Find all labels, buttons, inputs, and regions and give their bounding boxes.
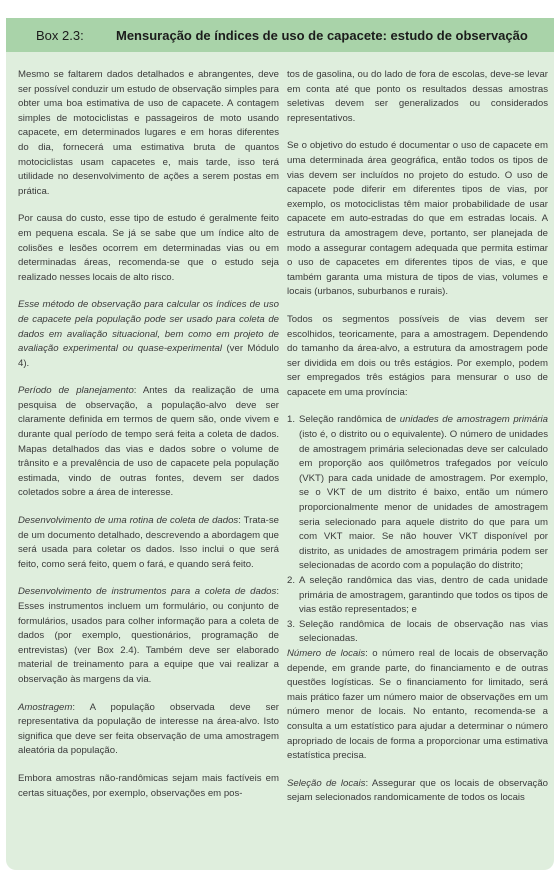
paragraph-text: (ver Módulo 4). bbox=[18, 343, 279, 369]
paragraph-text: Todos os segmentos possíveis de vias devem ser escolhidos, teoricamente, para a amostragem. Dependendo do tamanho da área-alvo, a estrutura da amostragem pode ser dividida em dois ou três estágios. Por exemplo, podem ser empregados três estágios para mensurar o uso de capacete em uma província: bbox=[287, 313, 548, 398]
list-item-text: Seleção randômica de locais de observação nas vias selecionadas. bbox=[299, 618, 548, 645]
list-text: (isto é, o distrito ou o equivalente). O número de unidades de amostragem primária selecionadas deve ser calculado em proporção aos quilômetros trafegados por veículo (VKT) para cada unidade de amostragem. Por exemplo, se o VKT de um distrito é baixo, então um número proporcionalmente menor de unidades de amostragem seria selecionado para aquele distrito do que para um com VKT maior. Se não houver VKT disponível por distrito, as unidades de amostragem primária podem ser selecionadas de acordo com a população do distrito; bbox=[299, 429, 548, 572]
list-number: 1. bbox=[287, 414, 296, 426]
paragraph bbox=[287, 313, 548, 401]
list-item bbox=[287, 574, 548, 618]
section-term: Seleção de locais bbox=[287, 777, 366, 789]
list-item-text bbox=[299, 413, 548, 574]
paragraph bbox=[287, 647, 548, 764]
list-text: Seleção randômica de bbox=[299, 414, 400, 426]
paragraph-text: Mesmo se faltarem dados detalhados e abrangentes, deve ser possível conduzir um estudo de observação simples para obter uma boa estimativa de uso de capacete. A contagem simples de motociclistas e passageiros de moto usando capacete, em determinados lugares e em horas diferentes do dia, fornecerá uma estimativa bruta de quantos motociclistas usam capacetes e, mais tarde, isso terá utilidade no desenvolvimento de ações a serem postas em prática. bbox=[18, 69, 279, 197]
box-header bbox=[6, 18, 554, 52]
box-label: Box 2.3: bbox=[36, 27, 84, 43]
section-term: Número de locais bbox=[287, 647, 366, 659]
paragraph bbox=[18, 298, 279, 371]
paragraph-text: : Esses instrumentos incluem um formulário, ou conjunto de formulários, usados para colher informação para a coleta de dados (por exemplo, questionários, programação de entrevistas) (ver Box 2.4). Também deve ser elaborado material de treinamento para a equipe que vai realizar a observação às margens da via. bbox=[18, 586, 279, 685]
left-column bbox=[18, 68, 279, 801]
paragraph-text: : A população observada deve ser representativa da população de interesse na área-alvo. Isto significa que deve ser feita observação de uma amostragem aleatória da população. bbox=[18, 701, 279, 757]
paragraph-text: Se o objetivo do estudo é documentar o uso de capacete em uma determinada área geográfica, então todos os tipos de vias devem ser incluídos no projeto do estudo. O uso de capacete pode diferir em diferentes tipos de vias, por exemplo, os motociclistas têm maior probabilidade de usar capacete em auto-estradas do que em estradas locais. A estrutura da amostragem deve, portanto, ser planejada de modo a assegurar contagem adequada que permita estimar o uso de capacetes em diferentes tipos de vias, e que também garanta uma mistura de tipos de vias, volumes e locais (urbanos, suburbanos e rurais). bbox=[287, 140, 548, 298]
paragraph bbox=[18, 772, 279, 801]
paragraph bbox=[18, 212, 279, 285]
list-item bbox=[287, 413, 548, 574]
stage-list bbox=[287, 413, 548, 647]
paragraph bbox=[287, 68, 548, 126]
paragraph-text: Embora amostras não-randômicas sejam mais factíveis em certas situações, por exemplo, observações em pos- bbox=[18, 772, 279, 799]
right-column bbox=[287, 68, 548, 806]
paragraph-text: : Trata-se de um documento detalhado, descrevendo a abordagem que será usada para coletar os dados. Isso inclui o que será feito, como será feito, quem o fará, e quando será feito. bbox=[18, 515, 279, 570]
section-term: Desenvolvimento de uma rotina de coleta de dados bbox=[18, 515, 239, 527]
paragraph-text: : Antes da realização de uma pesquisa de observação, a população-alvo deve ser claramente definida em termos de quem são, onde vivem e durante qual período de tempo será feita a coleta de dados. Mapas detalhados das vias e dados sobre o volume de trânsito e a prevalência de uso de capacete pela população estimada, vindo de outras fontes, devem ser dados coletados sobre a área de interesse. bbox=[18, 385, 279, 499]
section-term: Período de planejamento bbox=[18, 385, 134, 397]
section-term: Desenvolvimento de instrumentos para a coleta de dados bbox=[18, 586, 277, 598]
paragraph bbox=[287, 139, 548, 300]
list-number: 3. bbox=[287, 618, 296, 630]
section-term: Amostragem bbox=[18, 701, 73, 713]
paragraph-text: : o número real de locais de observação depende, em grande parte, do financiamento e de outras questões logísticas. Se o financiamento for limitado, será mais prático fazer um número maior de observações em um número menor de locais. No entanto, recomenda-se a consulta a um estatístico para ajudar a determinar o número apropriado de locais de forma a proporcionar uma estimativa estatística precisa. bbox=[287, 647, 548, 762]
paragraph-text: Por causa do custo, esse tipo de estudo é geralmente feito em pequena escala. Se já se sabe que um índice alto de colisões e lesões ocorrem em determinadas vias ou em determinadas áreas, recomenda-se que o estudo seja realizado nesses locais de alto risco. bbox=[18, 213, 279, 283]
list-number: 2. bbox=[287, 575, 296, 586]
paragraph bbox=[18, 701, 279, 759]
list-item-text: A seleção randômica das vias, dentro de cada unidade primária de amostragem, garantindo que todos os tipos de vias estão representados; e bbox=[299, 575, 548, 616]
paragraph bbox=[18, 68, 279, 199]
paragraph-text: tos de gasolina, ou do lado de fora de escolas, deve-se levar em conta até que ponto os resultados dessas amostras seletivas devem ser generalizados ou considerados representativos. bbox=[287, 69, 548, 124]
info-box bbox=[6, 18, 554, 870]
list-item bbox=[287, 618, 548, 647]
box-title: Mensuração de índices de uso de capacete: estudo de observação bbox=[116, 27, 528, 43]
paragraph bbox=[18, 514, 279, 572]
paragraph bbox=[18, 585, 279, 687]
paragraph-text: : Assegurar que os locais de observação sejam selecionados randomicamente de todos os locais bbox=[287, 777, 548, 804]
paragraph-text-italic: Esse método de observação para calcular os índices de uso de capacete pela população pode ser usado para coleta de dados em avaliação situacional, bem como em projeto de avaliação experimental ou quase-experimental bbox=[18, 299, 279, 355]
list-text-italic: unidades de amostragem primária bbox=[399, 414, 548, 426]
paragraph bbox=[287, 777, 548, 806]
paragraph bbox=[18, 384, 279, 501]
